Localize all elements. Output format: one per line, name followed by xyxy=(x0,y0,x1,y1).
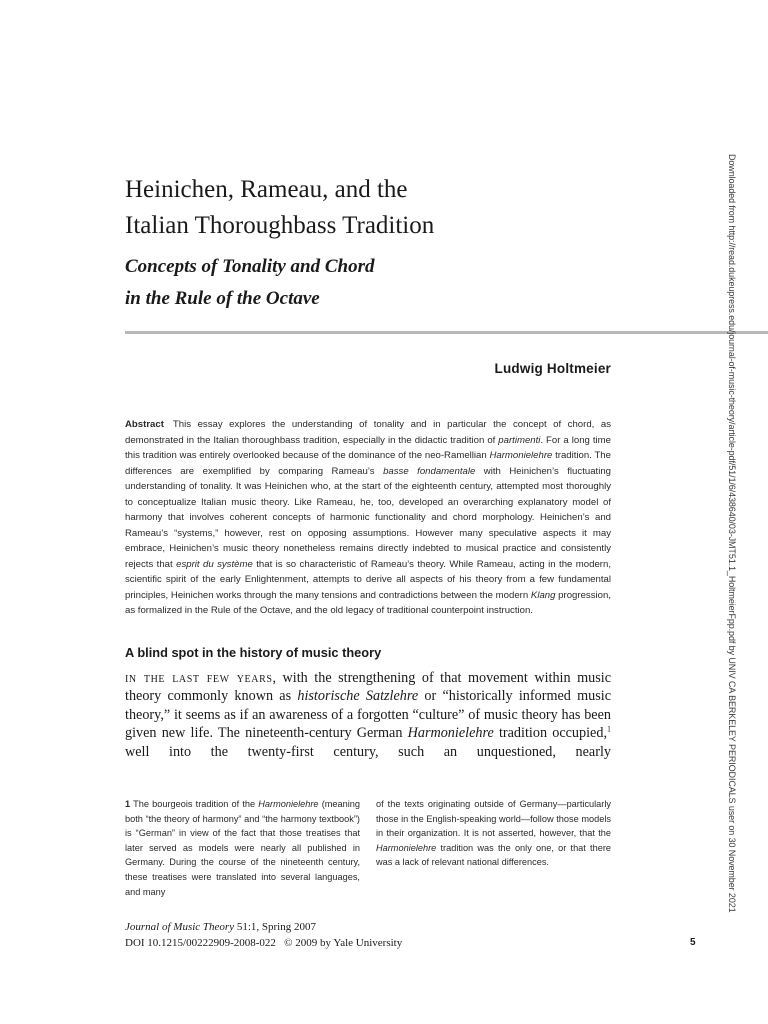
journal-name: Journal of Music Theory xyxy=(125,921,235,933)
journal-citation xyxy=(125,920,316,935)
body-text: , with the strengthening of that movement within music theory commonly known as xyxy=(125,670,611,705)
doi-copyright: DOI 10.1215/00222909-2008-022 © 2009 by Yale University xyxy=(125,937,403,949)
body-term: Harmonielehre xyxy=(407,725,494,742)
subtitle-line-2: in the Rule of the Octave xyxy=(125,288,320,309)
abstract-text: that is so characteristic of Rameau’s theory. While Rameau, acting in the modern, scientific spirit of the early Enlightenment, attempts to derive all aspects of his theory from a few fundamental principles, Heinichen works through the many tensions and contradictions between the modern xyxy=(125,558,611,601)
abstract-term: Klang xyxy=(530,589,556,601)
footnote-term: Harmonielehre xyxy=(258,799,319,809)
body-text: tradition occupied, xyxy=(493,725,607,742)
lead-in: in the last few years xyxy=(125,670,273,686)
title-line-2: Italian Thoroughbass Tradition xyxy=(125,212,435,239)
section-heading: A blind spot in the history of music theory xyxy=(125,645,382,660)
footnote-column-right xyxy=(376,797,611,899)
footnote-text: tradition was the only one, or that there was a lack of relevant national differences. xyxy=(376,842,611,868)
body-term: historische Satzlehre xyxy=(297,688,419,705)
body-text: or “historically informed music theory,” it seems as if an awareness of a forgotten “culture” of music theory has been given new life. The nineteenth-century German xyxy=(125,688,612,742)
subtitle-line-1: Concepts of Tonality and Chord xyxy=(125,256,375,277)
abstract-term: partimenti xyxy=(498,434,541,446)
article-subtitle xyxy=(125,251,645,315)
download-watermark: Downloaded from http://read.dukeupress.edu/journal-of-music-theory/article-pdf/51/1/6/438640/03-JMT51.1_HoltmeierFpp.pdf by UNIV CA BERKELEY PERIODICALS user on 30 November 2021 xyxy=(727,154,737,913)
footnote-number: 1 xyxy=(125,799,131,809)
footnote-text: of the texts originating outside of Germany—particularly those in the English-speaking world—follow those models in their organization. It is not asserted, however, that the xyxy=(376,799,611,839)
abstract-term: esprit du système xyxy=(176,558,253,570)
article-title xyxy=(125,172,645,244)
title-divider xyxy=(125,331,768,334)
page-number: 5 xyxy=(690,937,696,948)
abstract-text: . For a long time this tradition was entirely overlooked because of the dominance of the neo-Ramellian xyxy=(125,434,611,461)
body-paragraph xyxy=(125,669,611,761)
footnote-ref[interactable]: 1 xyxy=(607,724,611,734)
footnote-term: Harmonielehre xyxy=(376,842,437,853)
footnote-text: The bourgeois tradition of the xyxy=(130,799,259,809)
abstract-text: tradition. The differences are exemplified by comparing Rameau’s xyxy=(125,450,611,477)
journal-issue: 51:1, Spring 2007 xyxy=(234,921,316,933)
author-name: Ludwig Holtmeier xyxy=(494,361,611,376)
abstract-term: basse fondamentale xyxy=(383,465,476,477)
abstract xyxy=(125,417,611,619)
body-text: well into the twenty-first century, such an unquestioned, nearly xyxy=(125,743,611,760)
footnote-text: (meaning both “the theory of harmony” and “the harmony textbook”) is “German” in view of the fact that those treatises that later served as models were nearly all published in Germany. During the course of the nineteenth century, these treatises were translated into several languages, and many xyxy=(125,799,360,897)
abstract-term: Harmonielehre xyxy=(489,450,553,461)
abstract-label: Abstract xyxy=(125,419,164,430)
footnote-column-left xyxy=(125,797,360,899)
title-line-1: Heinichen, Rameau, and the xyxy=(125,176,408,203)
abstract-text: progression, as formalized in the Rule of the Octave, and the old legacy of traditional counterpoint instruction. xyxy=(125,589,611,616)
abstract-text: This essay explores the understanding of tonality and in particular the concept of chord, as demonstrated in the Italian thoroughbass tradition, especially in the didactic tradition of xyxy=(125,419,611,446)
footnotes xyxy=(125,797,611,899)
abstract-text: with Heinichen’s fluctuating understanding of tonality. It was Heinichen who, at the start of the eighteenth century, attempted most thoroughly to conceptualize Italian music theory. Like Rameau, he, too, developed an overarching explanatory model of harmony that involves coherent concepts of harmonic functionality and chord morphology. Heinichen’s and Rameau’s “systems,” however, rest on opposing assumptions. However many speculative aspects it may embrace, Heinichen’s music theory nonetheless remains directly indebted to musical practice and consistently rejects that xyxy=(125,465,611,570)
